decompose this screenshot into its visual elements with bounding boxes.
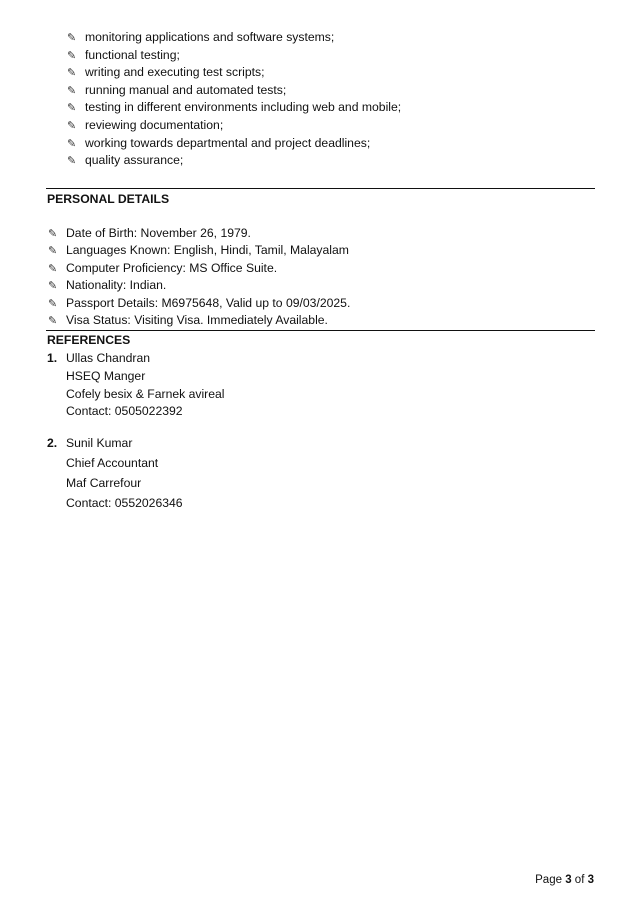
pencil-bullet-icon: ✎ [48,297,58,310]
pencil-bullet-icon: ✎ [48,228,58,240]
skills-list [67,29,401,170]
skill-text: quality assurance; [85,153,184,168]
pencil-bullet-icon: ✎ [48,314,58,327]
pencil-bullet-icon: ✎ [67,102,77,115]
pencil-bullet-icon: ✎ [67,67,77,80]
reference-company: Maf Carrefour [66,476,142,490]
reference-contact: Contact: 0505022392 [66,404,183,418]
section-divider [46,330,595,331]
reference-name: Sunil Kumar [66,436,133,450]
list-item [48,225,350,242]
skill-text: reviewing documentation; [85,117,224,132]
reference-title: Chief Accountant [66,456,159,470]
personal-details-list [48,225,350,329]
list-item [48,312,350,329]
list-item [67,47,401,65]
reference-company: Cofely besix & Farnek avireal [66,387,225,401]
skill-text: working towards departmental and project deadlines; [85,135,371,150]
total-page-number: 3 [587,874,594,886]
pencil-bullet-icon: ✎ [67,84,77,97]
detail-text: Computer Proficiency: MS Office Suite. [66,260,278,275]
pencil-bullet-icon: ✎ [67,32,77,44]
page-footer [535,874,594,886]
list-item [67,135,401,153]
detail-text: Languages Known: English, Hindi, Tamil, Malayalam [66,243,349,258]
skill-text: writing and executing test scripts; [85,65,265,80]
current-page-number: 3 [565,874,572,886]
of-label: of [574,874,585,886]
detail-text: Nationality: Indian. [66,278,167,293]
list-item [48,242,350,259]
reference-name: Ullas Chandran [66,351,151,365]
detail-text: Passport Details: M6975648, Valid up to 09/03/2025. [66,295,351,310]
pencil-bullet-icon: ✎ [67,49,77,62]
skill-text: functional testing; [85,47,180,62]
list-item [67,152,401,170]
pencil-bullet-icon: ✎ [67,119,77,132]
pencil-bullet-icon: ✎ [48,262,58,275]
pencil-bullet-icon: ✎ [48,245,58,258]
list-item [67,99,401,117]
personal-details-heading: PERSONAL DETAILS [47,192,170,206]
pencil-bullet-icon: ✎ [67,155,77,168]
list-item [67,82,401,100]
detail-text: Visa Status: Visiting Visa. Immediately Available. [66,312,328,327]
list-item [67,64,401,82]
reference-contact: Contact: 0552026346 [66,496,183,510]
skill-text: running manual and automated tests; [85,82,287,97]
list-item [48,260,350,277]
reference-number: 1. [47,351,58,365]
skill-text: monitoring applications and software systems; [85,30,335,44]
section-divider [46,188,595,189]
references-heading: REFERENCES [47,333,131,347]
reference-title: HSEQ Manger [66,369,146,383]
list-item [67,29,401,47]
pencil-bullet-icon: ✎ [48,280,58,293]
pencil-bullet-icon: ✎ [67,137,77,150]
list-item [67,117,401,135]
list-item [48,295,350,312]
skill-text: testing in different environments including web and mobile; [85,100,402,115]
list-item [48,277,350,294]
reference-number: 2. [47,436,58,450]
page-label: Page [535,874,562,886]
detail-text: Date of Birth: November 26, 1979. [66,226,251,240]
